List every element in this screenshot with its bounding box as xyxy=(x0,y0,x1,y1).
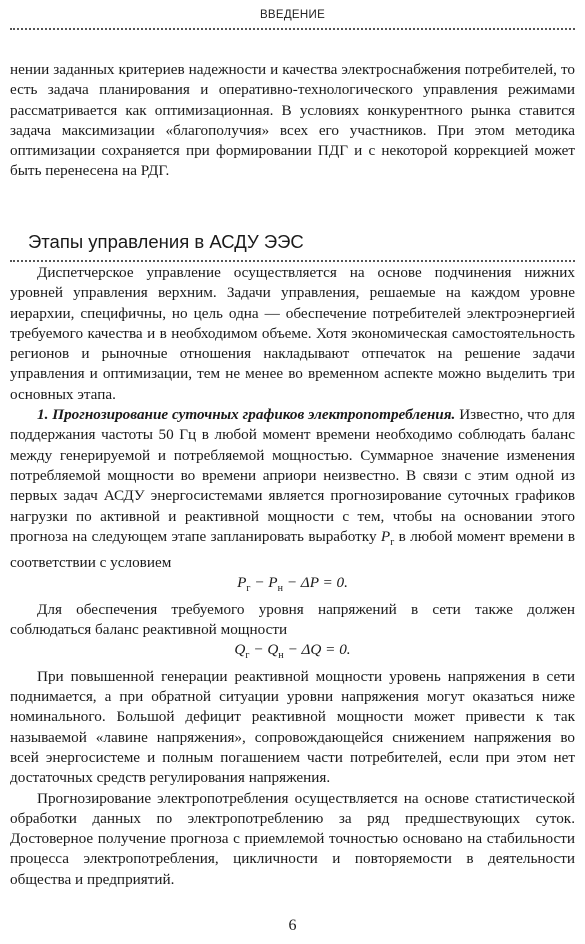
header-divider xyxy=(10,28,575,30)
main-text xyxy=(10,263,575,890)
paragraph-5: Прогнозирование электропотребления осуществляется на основе статистической обработки данных по электропотреблению за ряд предшествующих суток. Достоверное получение прогноза с приемлемой точностью основано на стабильности процесса электропотребления, цикличности и повторяемости в деятельности общества и предприятий. xyxy=(10,789,575,888)
formula-reactive-power: $Q_г - Q_н - \Delta Q = 0$. xyxy=(234,641,351,662)
paragraph-2-symbol: P xyxy=(380,527,391,545)
running-header: ВВЕДЕНИЕ xyxy=(259,9,326,21)
paragraph-4: При повышенной генерации реактивной мощности уровень напряжения в сети поднимается, а при обратной ситуации уровни напряжения могут оказаться ниже номинального. Большой дефицит реактивной мощности может привести к так называемой «лавине напряжения», сопровождающейся снижением напряжения во всей энергосистеме и полным погашением части потребителей, если при этом нет достаточных средств регулирования напряжения. xyxy=(10,667,575,787)
paragraph-2-body-a: Известно, что для поддержания частоты 50 Гц в любой момент времени необходимо соблюдать баланс между генерируемой и потребляемой мощностью. Суммарное значение изменения потребляемой мощности во времени априори неизвестно. В связи с этим одной из первых задач АСДУ энергосистемами является прогнозирование суточных графиков нагрузки по активной и реактивной мощности с тем, чтобы на основании этого прогноза на следующем этапе запланировать выработку xyxy=(10,406,575,545)
paragraph-2 xyxy=(10,405,575,573)
section-heading: Этапы управления в АСДУ ЭЭС xyxy=(28,231,304,252)
intro-paragraph: нении заданных критериев надежности и качества электроснабжения потребителей, то есть задача планирования и оперативно-технологического управления режимами рассматривается как оптимизационная. В условиях конкурентного рынка ставится задача максимизации «благополучия» всех его участников. При этом методика оптимизации сохраняется при формировании ПДГ и с некоторой коррекцией может быть перенесена на РДГ. xyxy=(10,61,575,180)
intro-block xyxy=(10,60,575,182)
paragraph-2-body-b: в любой момент времени в соответствии с условием xyxy=(10,527,575,572)
paragraph-1: Диспетчерское управление осуществляется на основе подчинения нижних уровней управления верхним. Задачи управления, решаемые на каждом уровне иерархии, специфичны, но цель одна — обеспечение потребителей электроэнергией требуемого качества и в необходимом объеме. Хотя экономическая самостоятельность регионов и рыночные отношения накладывают отпечаток на решение задачи управления и оптимизации, тем не менее во временном аспекте можно выделить три основных этапа. xyxy=(10,264,575,403)
page-number: 6 xyxy=(288,917,297,934)
section-divider xyxy=(10,260,575,262)
paragraph-2-lead: 1. Прогнозирование суточных графиков электропотребления. xyxy=(37,406,456,424)
paragraph-2-symbol-sub: г xyxy=(390,536,395,548)
formula-active-power: $P_г - P_н - \Delta P = 0$. xyxy=(237,574,348,595)
paragraph-3: Для обеспечения требуемого уровня напряжений в сети также должен соблюдаться баланс реактивной мощности xyxy=(10,600,575,639)
